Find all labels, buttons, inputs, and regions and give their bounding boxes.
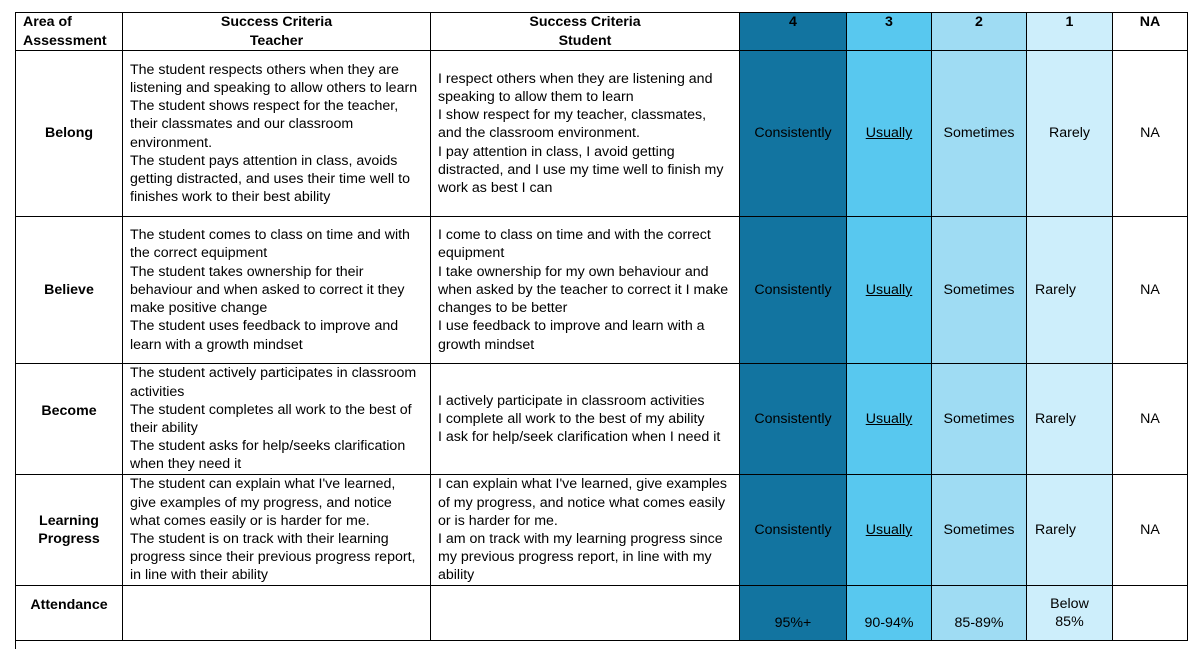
header-level-1: 1 xyxy=(1027,13,1113,51)
rating-2-cell: Sometimes xyxy=(932,475,1027,586)
rating-na-cell: NA xyxy=(1113,51,1188,217)
header-level-3: 3 xyxy=(847,13,932,51)
rubric-row-belong xyxy=(16,51,1188,217)
header-teacher: Success Criteria Teacher xyxy=(123,13,431,51)
student-criteria xyxy=(431,586,740,641)
attendance-na-cell xyxy=(1113,586,1188,641)
attendance-4-cell: 95%+ xyxy=(740,586,847,641)
rating-3-cell: Usually xyxy=(847,217,932,364)
header-level-4: 4 xyxy=(740,13,847,51)
rating-3-cell: Usually xyxy=(847,364,932,475)
rating-3-cell: Usually xyxy=(847,51,932,217)
attendance-1-cell: Below 85% xyxy=(1027,586,1113,641)
rating-2-cell: Sometimes xyxy=(932,364,1027,475)
rating-2-cell: Sometimes xyxy=(932,217,1027,364)
rating-4-cell: Consistently xyxy=(740,51,847,217)
rating-na-cell: NA xyxy=(1113,475,1188,586)
rating-4-cell: Consistently xyxy=(740,364,847,475)
rating-4-cell: Consistently xyxy=(740,217,847,364)
rating-1-cell: Rarely xyxy=(1027,364,1113,475)
attendance-2-cell: 85-89% xyxy=(932,586,1027,641)
rating-na-cell: NA xyxy=(1113,217,1188,364)
area-label: Become xyxy=(16,364,123,475)
teacher-criteria: The student comes to class on time and with the correct equipment The student takes ownership for their behaviour and when asked to correct it they make positive change The student uses feedback to improve and learn with a growth mindset xyxy=(123,217,431,364)
rating-na-cell: NA xyxy=(1113,364,1188,475)
teacher-criteria: The student can explain what I've learned, give examples of my progress, and notice what comes easily or is harder for me. The student is on track with their learning progress since their previous progress report, in line with their ability xyxy=(123,475,431,586)
student-criteria: I come to class on time and with the correct equipment I take ownership for my own behaviour and when asked by the teacher to correct it I make changes to be better I use feedback to improve and learn with a growth mindset xyxy=(431,217,740,364)
header-na: NA xyxy=(1113,13,1188,51)
rubric-row-attendance xyxy=(16,586,1188,641)
student-criteria: I respect others when they are listening and speaking to allow them to learn I show respect for my teacher, classmates, and the classroom environment. I pay attention in class, I avoid getting distracted, and I use my time well to finish my work as best I can xyxy=(431,51,740,217)
assessment-rubric-table xyxy=(15,12,1188,641)
student-criteria: I actively participate in classroom activities I complete all work to the best of my ability I ask for help/seek clarification when I need it xyxy=(431,364,740,475)
rating-2-cell: Sometimes xyxy=(932,51,1027,217)
student-criteria: I can explain what I've learned, give examples of my progress, and notice what comes easily or is harder for me. I am on track with my learning progress since my previous progress report, in line with my ability xyxy=(431,475,740,586)
header-level-2: 2 xyxy=(932,13,1027,51)
header-area: Area of Assessment xyxy=(16,13,123,51)
rubric-row-become xyxy=(16,364,1188,475)
rubric-row-believe xyxy=(16,217,1188,364)
page-edge-line xyxy=(15,641,16,649)
rating-1-cell: Rarely xyxy=(1027,217,1113,364)
attendance-3-cell: 90-94% xyxy=(847,586,932,641)
teacher-criteria: The student respects others when they are listening and speaking to allow others to learn The student shows respect for the teacher, their classmates and our classroom environment. The student pays attention in class, avoids getting distracted, and uses their time well to finishes work to their best ability xyxy=(123,51,431,217)
area-label: Belong xyxy=(16,51,123,217)
header-row xyxy=(16,13,1188,51)
rating-4-cell: Consistently xyxy=(740,475,847,586)
area-label: Learning Progress xyxy=(16,475,123,586)
area-label: Attendance xyxy=(16,586,123,641)
header-student: Success Criteria Student xyxy=(431,13,740,51)
teacher-criteria xyxy=(123,586,431,641)
rating-1-cell: Rarely xyxy=(1027,475,1113,586)
teacher-criteria: The student actively participates in classroom activities The student completes all work to the best of their ability The student asks for help/seeks clarification when they need it xyxy=(123,364,431,475)
rating-1-cell: Rarely xyxy=(1027,51,1113,217)
area-label: Believe xyxy=(16,217,123,364)
rubric-row-learning-progress xyxy=(16,475,1188,586)
rating-3-cell: Usually xyxy=(847,475,932,586)
